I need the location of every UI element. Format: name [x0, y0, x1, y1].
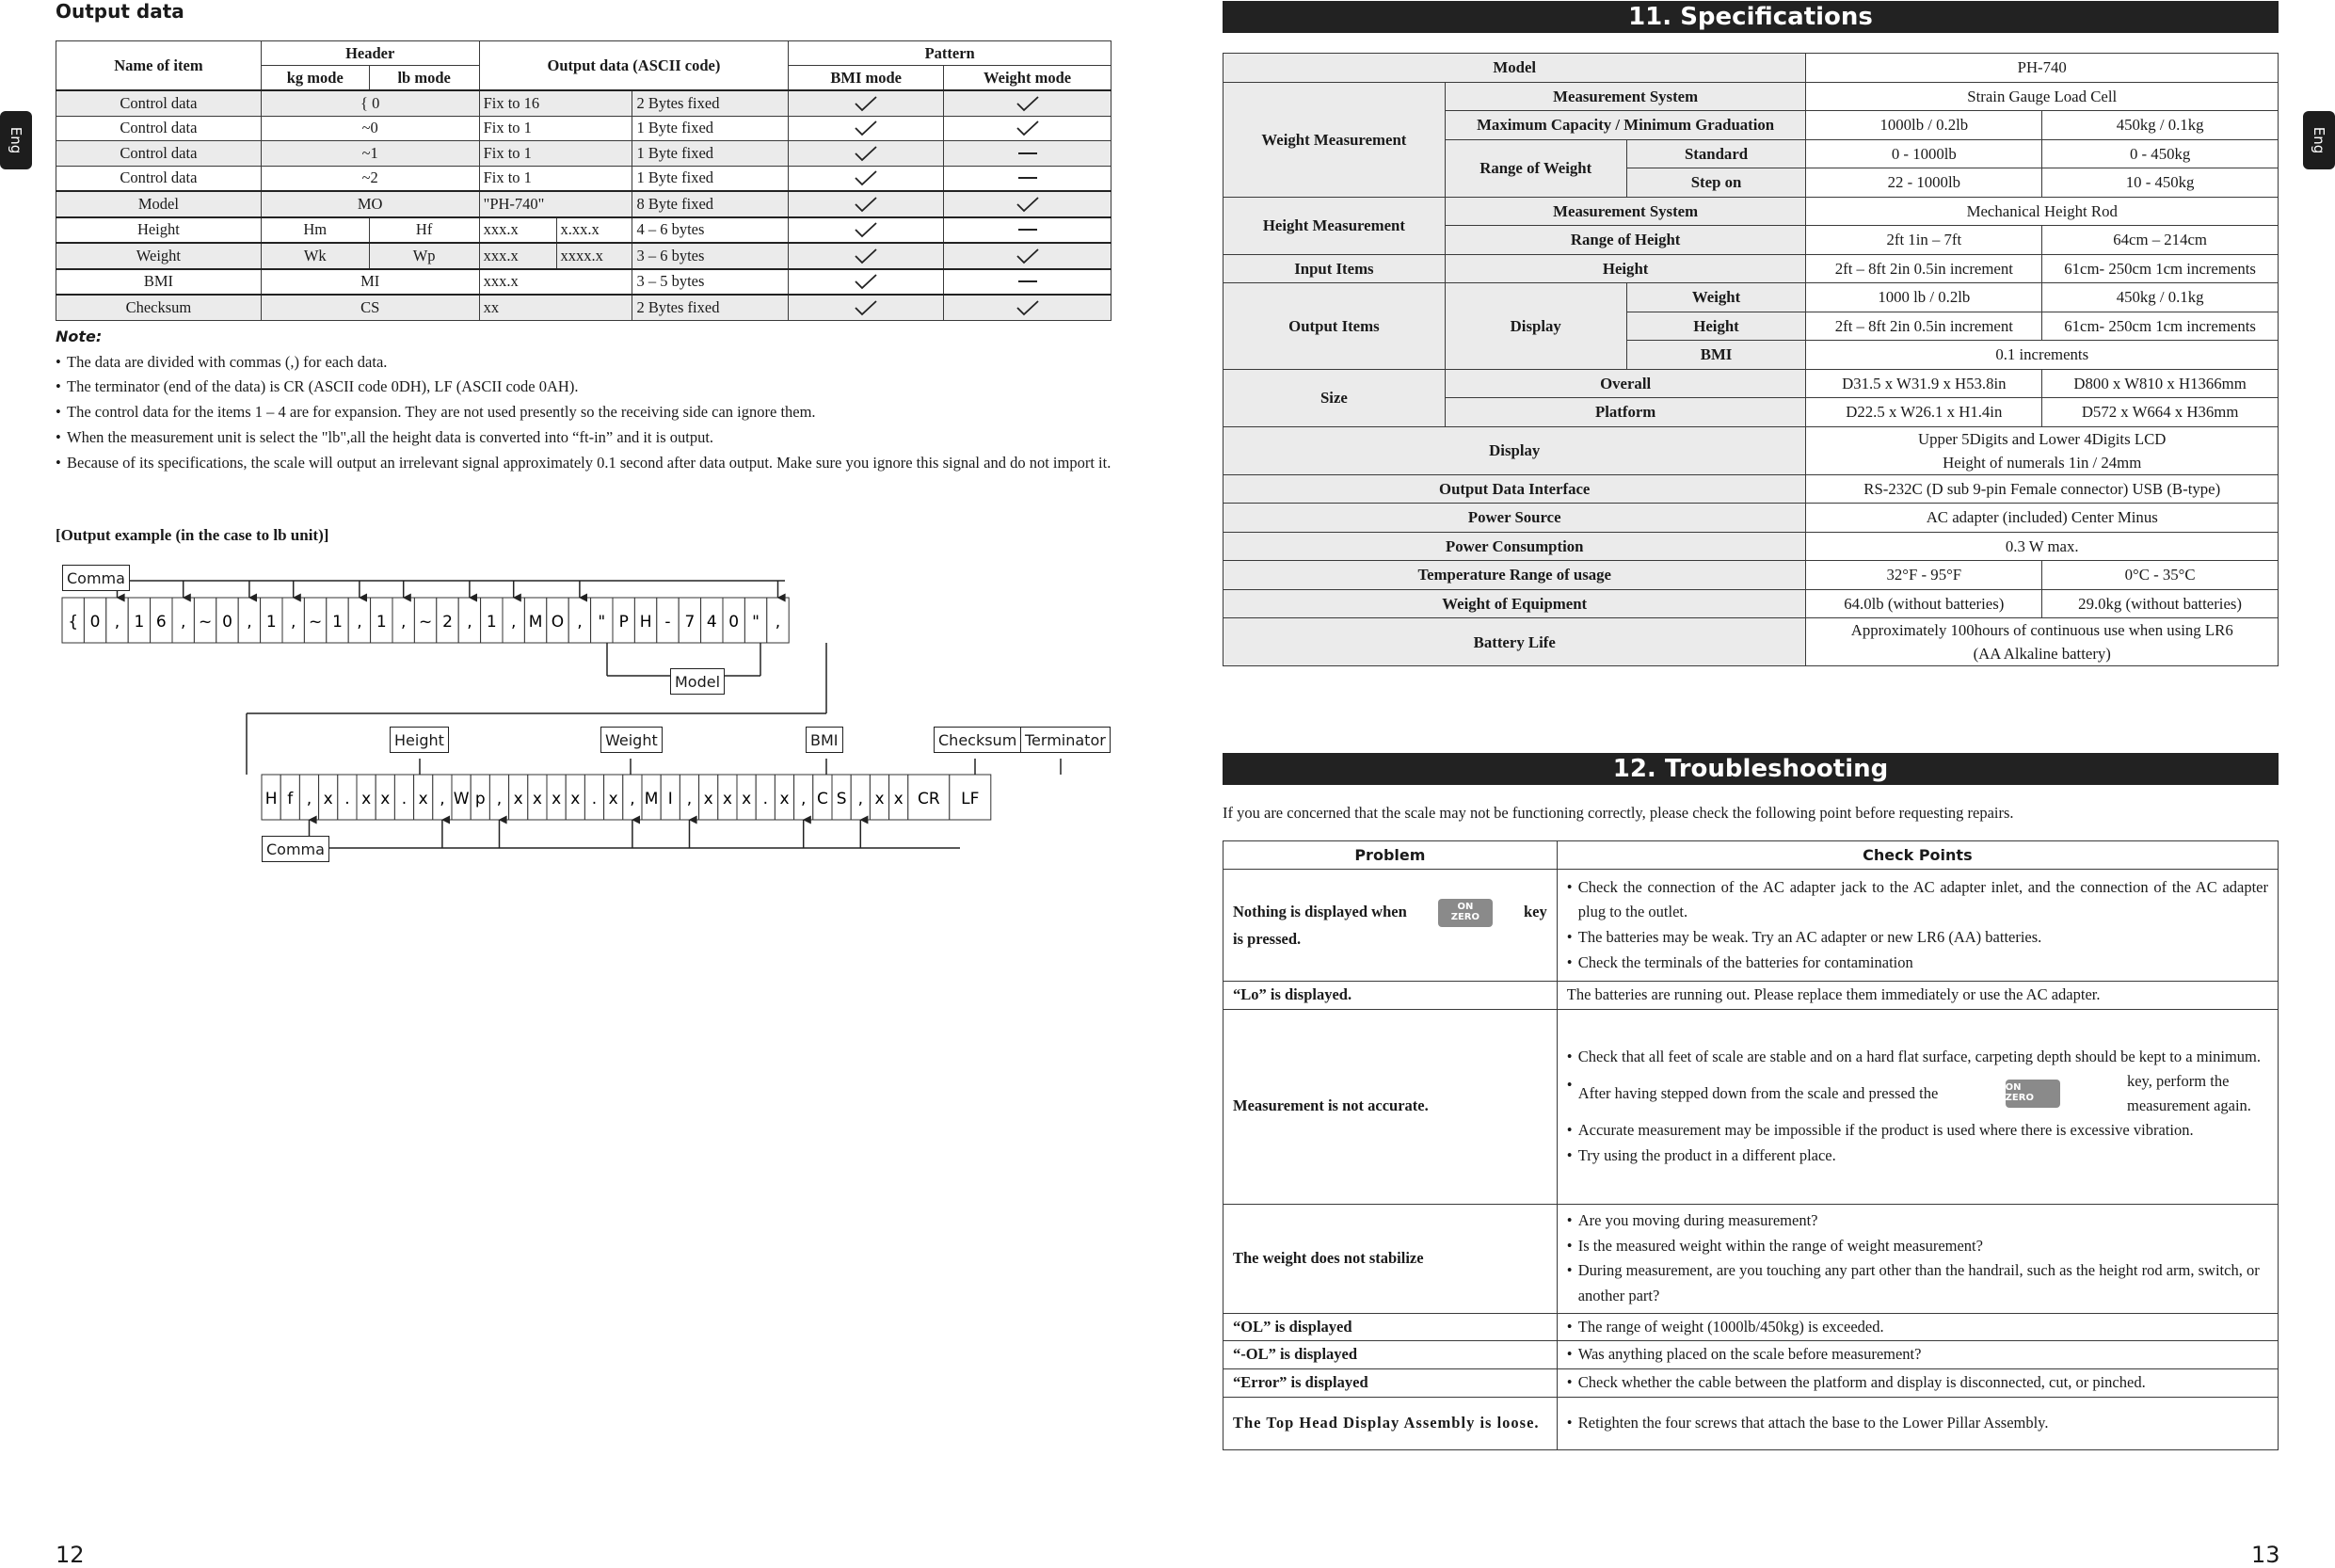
char-glyph: P: [618, 613, 629, 632]
label-terminator: Terminator: [1020, 727, 1111, 753]
note-item: • The control data for the items 1 – 4 are for expansion. They are not used presently so the receiving side can ignore them.: [56, 403, 816, 422]
note-item: • The terminator (end of the data) is CR (ASCII code 0DH), LF (ASCII code 0AH).: [56, 377, 579, 396]
check-points-cell: • Was anything placed on the scale before measurement?: [1557, 1341, 2278, 1369]
char-glyph: x: [323, 790, 333, 808]
char-glyph: ~: [418, 613, 433, 632]
char-glyph: x: [570, 790, 581, 808]
char-glyph: x: [742, 790, 752, 808]
char-glyph: S: [836, 790, 847, 808]
dash-icon: [1018, 280, 1037, 282]
char-glyph: ~: [198, 613, 213, 632]
char-glyph: x: [722, 790, 732, 808]
char-glyph: x: [893, 790, 904, 808]
label-weight: Weight: [600, 727, 663, 753]
problem-cell: The weight does not stabilize: [1223, 1204, 1558, 1313]
check-points-cell: • Are you moving during measurement? • Is the measured weight within the range of weight measurement? • During measurement, are you touching any part other than the handrail, such as the height rod arm, switch, or another part?: [1557, 1204, 2278, 1313]
label-comma-top: Comma: [62, 565, 130, 591]
spec-group: Height Measurement: [1223, 197, 1446, 254]
problem-cell: “-OL” is displayed: [1223, 1341, 1558, 1369]
char-glyph: ,: [180, 613, 186, 632]
char-glyph: ,: [857, 790, 864, 808]
table-row: BMI MI xxx.x 3 – 5 bytes: [56, 269, 1112, 296]
char-glyph: M: [644, 790, 659, 808]
char-glyph: O: [551, 613, 565, 632]
check-points-cell: • Check whether the cable between the platform and display is disconnected, cut, or pinched.: [1557, 1369, 2278, 1398]
check-icon: [1016, 248, 1040, 264]
char-glyph: CR: [917, 790, 940, 808]
char-glyph: x: [552, 790, 562, 808]
label-checksum: Checksum: [934, 727, 1021, 753]
label-model: Model: [670, 668, 725, 695]
table-row: Control data { 0 Fix to 16 2 Bytes fixed: [56, 90, 1112, 116]
check-icon: [854, 145, 878, 162]
char-glyph: ,: [467, 613, 472, 632]
page-number-left: 12: [56, 1542, 85, 1568]
problem-cell: Measurement is not accurate.: [1223, 1009, 1558, 1204]
check-points-cell: • Check that all feet of scale are stable and on a hard flat surface, carpeting depth should be kept to a minimum. • After having stepped down from the scale and pressed the ON ZERO key, perform the measurement again. • Accurate measurement may be impossible if the product is used where there is excessive vibration. • Try using the product in a different place.: [1557, 1009, 2278, 1204]
char-glyph: H: [639, 613, 652, 632]
col-pattern: Pattern: [789, 41, 1112, 66]
troubleshooting-table: [1223, 840, 2279, 1450]
spec-label: Model: [1223, 54, 1806, 83]
char-glyph: 0: [728, 613, 740, 632]
col-output-data: Output data (ASCII code): [479, 41, 789, 91]
label-comma-bottom: Comma: [262, 836, 329, 862]
on-zero-key-icon: ON ZERO: [1438, 899, 1493, 927]
char-glyph: W: [453, 790, 470, 808]
char-glyph: ,: [630, 790, 635, 808]
note-item: • The data are divided with commas (,) for each data.: [56, 352, 388, 371]
char-glyph: C: [816, 790, 828, 808]
char-glyph: ,: [306, 790, 312, 808]
char-glyph: x: [703, 790, 713, 808]
char-glyph: ~: [308, 613, 323, 632]
problem-cell: The Top Head Display Assembly is loose.: [1223, 1397, 1558, 1449]
char-glyph: ,: [800, 790, 807, 808]
page-number-right: 13: [2251, 1542, 2280, 1568]
col-weight-mode: Weight mode: [944, 66, 1112, 91]
char-glyph: ,: [400, 613, 407, 632]
dash-icon: [1018, 152, 1037, 154]
char-glyph: .: [591, 790, 598, 808]
check-icon: [854, 196, 878, 213]
table-row: Checksum CS xx 2 Bytes fixed: [56, 295, 1112, 320]
check-icon: [1016, 299, 1040, 316]
char-glyph: ,: [290, 613, 296, 632]
specifications-table: Model PH-740 Weight Measurement Measurement System Strain Gauge Load Cell Maximum Capacity / Minimum Graduation 1000lb / 0.2lb 450kg / 0.1kg Range of Weight Standard 0 - 1000lb 0 - 450kg Step on 22 - 1000lb 10 - 450kg Height Measurement Measurement System Mechanical Height Rod Range of Height 2ft 1in – 7ft 64cm – 214cm Input Items Height 2ft – 8ft 2in 0.5in increment 61cm- 250cm 1cm increments Output Items Display Weight 1000 lb / 0.2lb 450kg / 0.1kg Height 2ft – 8ft 2in 0.5in increment 61cm- 250cm 1cm increments BMI 0.1 increments Size Overall D31.5 x W31.9 x H53.8in D800 x W810 x H1366mm Platform D22.5 x W26.1 x H1.4in D572 x W664 x H36mm Display Upper 5Digits and Lower 4Digits LCD Height of numerals 1in / 24mm Output Data Interface RS-232C (D sub 9-pin Female connector) USB (B-type) Power Source AC adapter (included) Center Minus Power Consumption 0.3 W max. Temperature Range of usage 32°F - 95°F 0°C - 35°C Weight of Equipment 64.0lb (without batteries) 29.0kg (without batteries) Battery Life Approximately 100hours of continuous use when using LR6 (AA Alkaline battery): [1223, 53, 2279, 666]
char-glyph: 1: [486, 613, 497, 632]
char-glyph: x: [608, 790, 618, 808]
char-glyph: ,: [577, 613, 583, 632]
dash-icon: [1018, 229, 1037, 231]
char-glyph: 1: [376, 613, 387, 632]
table-row: Height Hm Hf xxx.x x.xx.x 4 – 6 bytes: [56, 217, 1112, 244]
troubleshooting-heading: 12. Troubleshooting: [1223, 753, 2279, 785]
char-glyph: x: [513, 790, 523, 808]
char-glyph: x: [361, 790, 372, 808]
check-icon: [854, 248, 878, 264]
note-item: • Because of its specifications, the scale will output an irrelevant signal approximately 0.1 second after data output. Make sure you ignore this signal and do not import it.: [56, 453, 1112, 472]
check-icon: [854, 273, 878, 290]
check-points-cell: • Retighten the four screws that attach the base to the Lower Pillar Assembly.: [1557, 1397, 2278, 1449]
char-glyph: x: [532, 790, 542, 808]
char-glyph: 1: [265, 613, 277, 632]
check-icon: [854, 95, 878, 112]
char-glyph: .: [344, 790, 350, 808]
char-glyph: ,: [114, 613, 120, 632]
char-glyph: p: [474, 790, 486, 808]
language-tab-left: Eng: [0, 111, 32, 169]
char-glyph: ,: [357, 613, 362, 632]
spec-group: Weight Measurement: [1223, 82, 1446, 197]
output-example-diagram: [0, 555, 1129, 875]
table-row: Weight Wk Wp xxx.x xxxx.x 3 – 6 bytes: [56, 243, 1112, 269]
page-title-output-data: Output data: [56, 0, 184, 23]
col-kg-mode: kg mode: [261, 66, 369, 91]
check-icon: [854, 299, 878, 316]
check-points-cell: The batteries are running out. Please replace them immediately or use the AC adapter.: [1557, 982, 2278, 1010]
label-height: Height: [390, 727, 449, 753]
check-icon: [1016, 196, 1040, 213]
table-row: Control data ~2 Fix to 1 1 Byte fixed: [56, 166, 1112, 191]
table-row: Model MO "PH-740" 8 Byte fixed: [56, 191, 1112, 217]
problem-cell: Nothing is displayed when ON ZERO key is pressed.: [1223, 870, 1558, 982]
char-glyph: 7: [684, 613, 696, 632]
char-glyph: {: [68, 613, 79, 632]
check-icon: [854, 221, 878, 238]
table-row: Control data ~1 Fix to 1 1 Byte fixed: [56, 141, 1112, 167]
note-title: Note:: [56, 328, 103, 345]
char-glyph: x: [779, 790, 790, 808]
char-glyph: 2: [442, 613, 453, 632]
output-data-table: [56, 40, 1112, 321]
specifications-heading: 11. Specifications: [1223, 1, 2279, 33]
char-glyph: ,: [686, 790, 693, 808]
char-glyph: 4: [706, 613, 717, 632]
col-name-of-item: Name of item: [56, 41, 262, 91]
col-problem: Problem: [1223, 841, 1558, 870]
col-lb-mode: lb mode: [369, 66, 479, 91]
char-glyph: .: [762, 790, 769, 808]
output-data-rows: [56, 90, 1112, 320]
char-glyph: x: [418, 790, 428, 808]
notes-section: [56, 325, 1114, 475]
char-glyph: 0: [89, 613, 101, 632]
label-bmi: BMI: [806, 727, 843, 753]
output-string-line-1: [62, 598, 789, 643]
col-header: Header: [261, 41, 479, 66]
output-string-line-2: [262, 775, 991, 820]
char-glyph: ": [752, 613, 760, 632]
char-glyph: .: [401, 790, 408, 808]
dash-icon: [1018, 177, 1037, 179]
problem-cell: “Lo” is displayed.: [1223, 982, 1558, 1010]
char-glyph: 1: [134, 613, 145, 632]
char-glyph: 1: [332, 613, 343, 632]
char-glyph: ,: [247, 613, 252, 632]
char-glyph: M: [528, 613, 543, 632]
char-glyph: ,: [496, 790, 503, 808]
char-glyph: -: [664, 613, 671, 632]
char-glyph: f: [287, 790, 294, 808]
check-points-cell: • The range of weight (1000lb/450kg) is exceeded.: [1557, 1313, 2278, 1341]
check-icon: [854, 120, 878, 136]
char-glyph: ,: [510, 613, 517, 632]
col-check-points: Check Points: [1557, 841, 2278, 870]
check-icon: [1016, 120, 1040, 136]
output-example-title: [Output example (in the case to lb unit)]: [56, 526, 329, 544]
check-points-cell: • Check the connection of the AC adapter jack to the AC adapter inlet, and the connection of the AC adapter plug to the outlet. • The batteries may be weak. Try an AC adapter or new LR6 (AA) batteries. • Check the terminals of the batteries for contamination: [1557, 870, 2278, 982]
char-glyph: LF: [961, 790, 980, 808]
char-glyph: x: [874, 790, 885, 808]
table-row: Control data ~0 Fix to 1 1 Byte fixed: [56, 116, 1112, 141]
problem-cell: “Error” is displayed: [1223, 1369, 1558, 1398]
check-icon: [854, 169, 878, 186]
on-zero-key-icon: ON ZERO: [2006, 1080, 2060, 1108]
char-glyph: 0: [222, 613, 232, 632]
note-item: • When the measurement unit is select the "lb",all the height data is converted into “ft-in” and it is output.: [56, 427, 714, 446]
language-tab-right: Eng: [2303, 111, 2335, 169]
char-glyph: I: [667, 790, 673, 808]
char-glyph: ": [598, 613, 606, 632]
char-glyph: H: [264, 790, 278, 808]
char-glyph: x: [380, 790, 391, 808]
char-glyph: 6: [155, 613, 167, 632]
problem-cell: “OL” is displayed: [1223, 1313, 1558, 1341]
check-icon: [1016, 95, 1040, 112]
char-glyph: ,: [440, 790, 445, 808]
troubleshooting-intro: If you are concerned that the scale may not be functioning correctly, please check the following point before requesting repairs.: [1223, 804, 2014, 822]
col-bmi-mode: BMI mode: [789, 66, 944, 91]
char-glyph: ,: [775, 613, 781, 632]
